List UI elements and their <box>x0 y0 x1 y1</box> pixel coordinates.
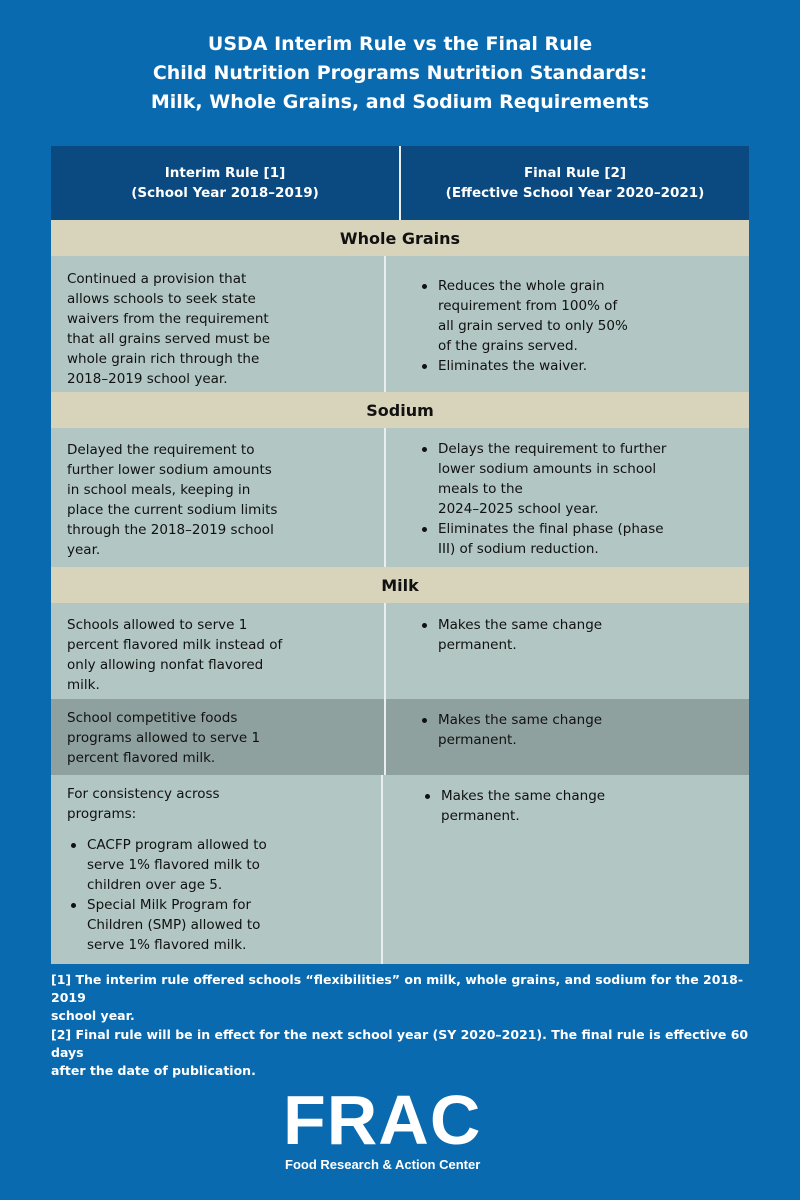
bullet-item <box>67 895 365 955</box>
text-line: only allowing nonfat flavored <box>67 657 264 673</box>
bullet-line: Makes the same change <box>438 712 603 728</box>
text-line: Schools allowed to serve 1 <box>67 617 248 633</box>
bullet-line: children over age 5. <box>87 877 223 893</box>
interim-cell <box>51 256 386 392</box>
section-heading-sodium: Sodium <box>51 392 749 428</box>
interim-cell <box>51 775 383 964</box>
text-line: milk. <box>67 677 100 693</box>
bullet-line: III) of sodium reduction. <box>438 541 599 557</box>
bullet-item <box>418 519 719 559</box>
table-row-milk-2 <box>51 699 749 775</box>
text-line: allows schools to seek state <box>67 291 256 307</box>
interim-cell <box>51 699 386 775</box>
table-row-sodium <box>51 428 749 567</box>
text-line: For consistency across <box>67 786 220 802</box>
text-line: Delayed the requirement to <box>67 442 255 458</box>
bullet-line: requirement from 100% of <box>438 298 618 314</box>
final-cell <box>386 428 749 567</box>
text-line: in school meals, keeping in <box>67 482 251 498</box>
text-line: percent flavored milk instead of <box>67 637 283 653</box>
bullet-line: Eliminates the waiver. <box>438 358 588 374</box>
text-line: through the 2018–2019 school <box>67 522 274 538</box>
section-heading-milk: Milk <box>51 567 749 603</box>
footnote-2: [2] Final rule will be in effect for the next school year (SY 2020–2021). The final rule is effective 60 days after the date of publication. <box>51 1027 749 1078</box>
table-row-milk-1 <box>51 603 749 699</box>
bullet-line: serve 1% flavored milk to <box>87 857 260 873</box>
section-heading-whole-grains: Whole Grains <box>51 220 749 256</box>
title-line-2: Child Nutrition Programs Nutrition Standards: <box>152 62 648 84</box>
bullet-line: permanent. <box>441 808 520 824</box>
table-header <box>51 146 749 220</box>
text-line: whole grain rich through the <box>67 351 260 367</box>
title-line-1: USDA Interim Rule vs the Final Rule <box>207 33 593 55</box>
table-row-milk-3 <box>51 775 749 964</box>
bullet-line: meals to the <box>438 481 523 497</box>
page-title <box>0 30 800 117</box>
bullet-line: Makes the same change <box>438 617 603 633</box>
bullet-line: Special Milk Program for <box>87 897 252 913</box>
text-line: Continued a provision that <box>67 271 247 287</box>
footnote-1: [1] The interim rule offered schools “flexibilities” on milk, whole grains, and sodium for the 2018-2019 school year. <box>51 972 744 1023</box>
text-line: programs allowed to serve 1 <box>67 730 261 746</box>
bullet-item <box>67 835 365 895</box>
text-line: percent flavored milk. <box>67 750 216 766</box>
bullet-line: Delays the requirement to further <box>438 441 667 457</box>
text-line: that all grains served must be <box>67 331 271 347</box>
final-cell <box>383 775 749 964</box>
final-cell <box>386 699 749 775</box>
interim-cell <box>51 603 386 699</box>
bullet-line: permanent. <box>438 637 517 653</box>
frac-logo <box>283 1081 513 1177</box>
text-line: waivers from the requirement <box>67 311 269 327</box>
header-interim-rule: Interim Rule [1] (School Year 2018–2019) <box>51 146 401 220</box>
header-final-rule: Final Rule [2] (Effective School Year 2020–2021) <box>445 165 705 201</box>
bullet-line: 2024–2025 school year. <box>438 501 599 517</box>
bullet-line: Makes the same change <box>441 788 606 804</box>
bullet-line: Reduces the whole grain <box>438 278 605 294</box>
final-cell <box>386 603 749 699</box>
title-line-3: Milk, Whole Grains, and Sodium Requirements <box>150 91 650 113</box>
text-line: 2018–2019 school year. <box>67 371 228 387</box>
text-line: place the current sodium limits <box>67 502 278 518</box>
final-cell <box>386 256 749 392</box>
bullet-line: permanent. <box>438 732 517 748</box>
interim-cell <box>51 428 386 567</box>
bullet-line: Children (SMP) allowed to <box>87 917 261 933</box>
bullet-item <box>418 615 719 655</box>
logo-full-name: Food Research & Action Center <box>285 1157 481 1172</box>
text-line: programs: <box>67 806 137 822</box>
bullet-line: all grain served to only 50% <box>438 318 628 334</box>
bullet-line: serve 1% flavored milk. <box>87 937 247 953</box>
table-row-whole-grains <box>51 256 749 392</box>
comparison-table <box>51 146 749 964</box>
bullet-item <box>418 276 719 356</box>
bullet-line: lower sodium amounts in school <box>438 461 657 477</box>
text-line: School competitive foods <box>67 710 238 726</box>
bullet-line: of the grains served. <box>438 338 578 354</box>
text-line: year. <box>67 542 101 558</box>
logo-acronym: FRAC <box>283 1081 482 1159</box>
bullet-item <box>418 710 719 750</box>
bullet-item <box>421 786 719 826</box>
bullet-line: Eliminates the final phase (phase <box>438 521 664 537</box>
text-line: further lower sodium amounts <box>67 462 272 478</box>
bullet-item <box>418 356 719 376</box>
bullet-item <box>418 439 719 519</box>
bullet-line: CACFP program allowed to <box>87 837 267 853</box>
